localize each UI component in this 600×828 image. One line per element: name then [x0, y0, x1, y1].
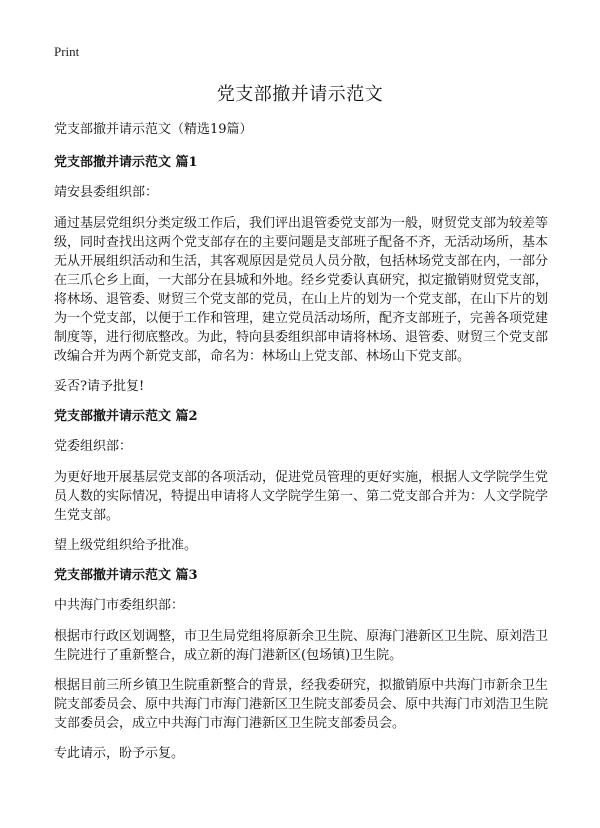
closing-line: 专此请示，盼予示复。 — [54, 746, 185, 761]
closing-line: 妥否?请予批复! — [54, 379, 145, 394]
body-paragraph: 根据目前三所乡镇卫生院重新整合的背景，经我委研究，拟撤销原中共海门市新余卫生院支部委员会、原中共海门市海门港新区卫生院支部委员会、原中共海门市刘浩卫生院支部委员会，成立中共海门市海门港新区卫生院支部委员会。 — [54, 678, 549, 731]
section-heading: 党支部撤并请示范文 篇3 — [54, 568, 198, 583]
addressee: 中共海门市委组织部： — [54, 598, 185, 613]
section-1 — [54, 153, 548, 396]
body-paragraph: 为更好地开展基层党支部的各项活动，促进党员管理的更好实施，根据人文学院学生党员人数的实际情况，特提出申请将人文学院学生第一、第二党支部合并为：人文学院学生党支部。 — [54, 470, 549, 523]
document-body — [54, 120, 548, 774]
document-title: 党支部撤并请示范文 — [216, 84, 384, 105]
addressee: 党委组织部： — [54, 439, 133, 454]
document-subtitle: 党支部撤并请示范文（精选19篇） — [54, 122, 253, 137]
section-heading: 党支部撤并请示范文 篇2 — [54, 409, 198, 424]
section-heading: 党支部撤并请示范文 篇1 — [54, 155, 198, 170]
body-paragraph: 根据市行政区划调整，市卫生局党组将原新余卫生院、原海门港新区卫生院、原刘浩卫生院进行了重新整合，成立新的海门港新区(包场镇)卫生院。 — [54, 629, 549, 663]
section-2 — [54, 407, 548, 555]
print-link[interactable]: Print — [54, 44, 80, 59]
addressee: 靖安县委组织部： — [54, 185, 159, 200]
closing-line: 望上级党组织给予批准。 — [54, 538, 198, 553]
section-3 — [54, 566, 548, 763]
body-paragraph: 通过基层党组织分类定级工作后，我们评出退管委党支部为一般，财贸党支部为较差等级，同时查找出这两个党支部存在的主要问题是支部班子配备不齐，无活动场所，基本无从开展组织活动和生活，其客观原因是党员人员分散，包括林场党支部在内，一部分在三爪仑乡上面，一大部分在县城和外地。经乡党委认真研究，拟定撤销财贸党支部，将林场、退管委、财贸三个党支部的党员，在山上片的划为一个党支部，在山下片的划为一个党支部，以便于工作和管理，建立党员活动场所，配齐支部班子，完善各项党建制度等，进行彻底整改。为此，特向县委组织部申请将林场、退管委、财贸三个党支部改编合并为两个新党支部，命名为：林场山上党支部、林场山下党支部。 — [54, 216, 549, 364]
